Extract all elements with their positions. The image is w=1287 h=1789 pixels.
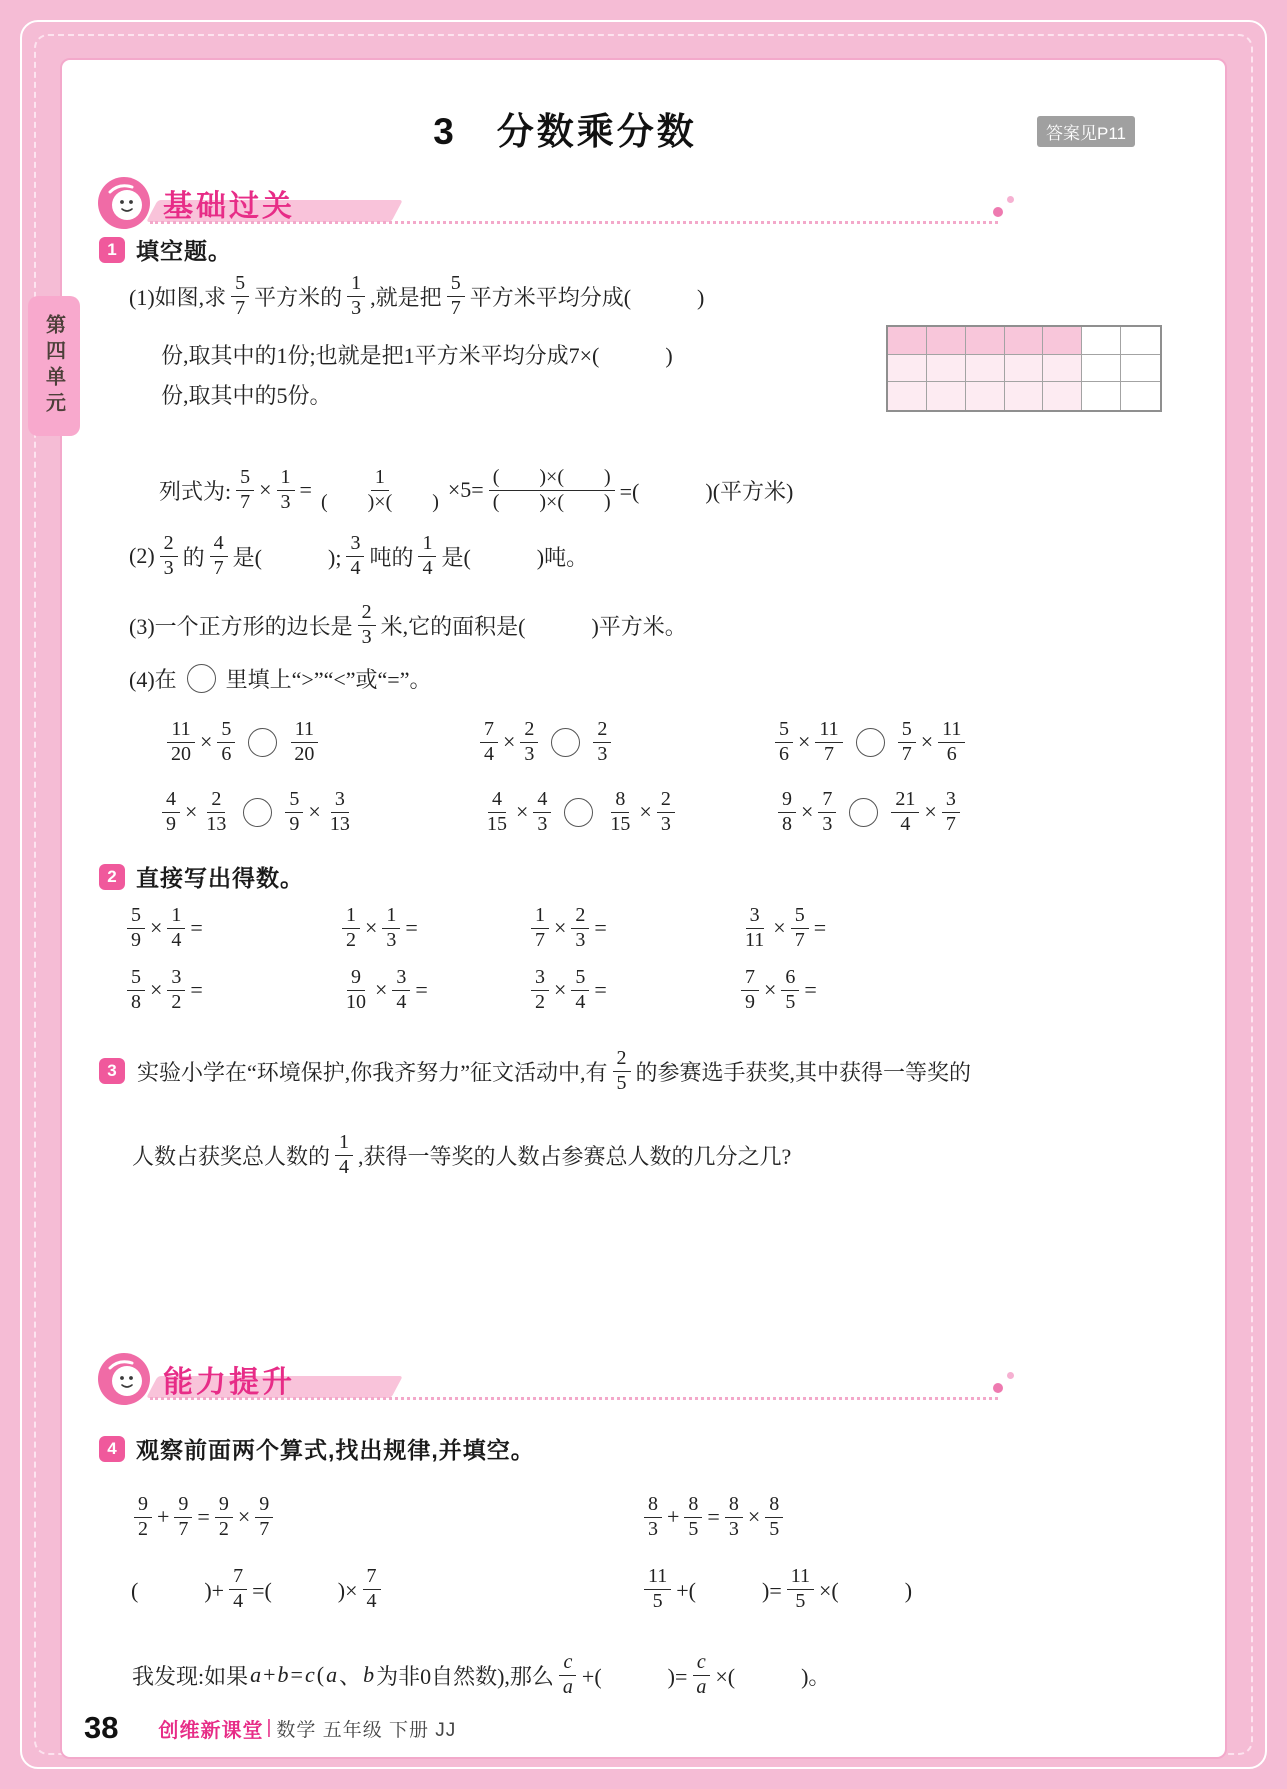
math-text: × <box>920 729 934 754</box>
question-number-badge: 1 <box>99 237 125 263</box>
math-text: × <box>801 799 814 824</box>
compare-item <box>774 780 964 844</box>
fraction: $\frac{3}{7}$ <box>942 788 960 836</box>
math-text: 份,取其中的5份。 <box>161 382 332 408</box>
fraction: $\frac{c}{a}$ <box>692 1651 710 1699</box>
math-line <box>160 334 674 374</box>
fraction: $\frac{5}{4}$ <box>571 966 589 1014</box>
divider-dot <box>1007 1372 1014 1379</box>
math-text: = <box>299 477 312 502</box>
math-variable: c <box>304 1662 315 1687</box>
math-text: ,就是把 <box>370 284 442 310</box>
math-text: × <box>259 477 272 502</box>
page-title: 3 分数乘分数 <box>433 111 697 152</box>
fraction: $\frac{9}{7}$ <box>174 1493 192 1541</box>
math-text: = <box>197 1504 210 1529</box>
math-text: 米,它的面积是( )平方米。 <box>380 613 687 639</box>
question-number-badge: 4 <box>99 1436 125 1462</box>
math-text: =( )(平方米) <box>619 478 794 504</box>
math-text: =( )× <box>252 1577 358 1603</box>
math-text: ( )+ <box>131 1577 225 1603</box>
grid-cell <box>888 327 927 355</box>
fraction: $\frac{3}{2}$ <box>531 966 549 1014</box>
answer-circle <box>856 728 885 757</box>
page-number: 38 <box>84 1710 119 1745</box>
fraction: $\frac{2}{3}$ <box>571 904 589 952</box>
question-label: 观察前面两个算式,找出规律,并填空。 <box>136 1437 535 1463</box>
fraction: $\frac{5}{6}$ <box>775 718 793 766</box>
math-text: (3)一个正方形的边长是 <box>129 613 353 639</box>
math-text: 为非0自然数),那么 <box>376 1663 554 1689</box>
question-2-header <box>99 860 304 893</box>
fraction: $\frac{11}{20}$ <box>167 718 195 766</box>
math-text: = <box>290 1662 303 1687</box>
math-text: × <box>237 1504 251 1529</box>
math-text: × <box>639 799 652 824</box>
math-text: = <box>190 977 203 1002</box>
math-text: × <box>185 799 198 824</box>
answer-circle <box>564 798 593 827</box>
fraction: $\frac{5}{7}$ <box>898 718 916 766</box>
dotted-divider <box>150 1397 998 1400</box>
math-text: 实验小学在“环境保护,你我齐努力”征文活动中,有 <box>137 1059 608 1085</box>
math-text: × <box>365 915 378 940</box>
grid-cell <box>1121 355 1160 383</box>
fraction: $\frac{8}{5}$ <box>765 1493 783 1541</box>
math-text: × <box>516 799 529 824</box>
math-text: × <box>554 977 567 1002</box>
math-text: 的 <box>182 544 205 570</box>
answer-circle <box>243 798 272 827</box>
fraction-grid-diagram <box>886 325 1162 412</box>
math-text: = <box>707 1504 720 1529</box>
answer-circle <box>551 728 580 757</box>
compare-item <box>163 710 322 774</box>
fraction: $\frac{8}{3}$ <box>644 1493 662 1541</box>
fraction: $\frac{11}{5}$ <box>787 1565 814 1613</box>
grid-cell <box>888 382 927 410</box>
grid-cell <box>888 355 927 383</box>
fraction: $\frac{8}{5}$ <box>684 1493 702 1541</box>
fraction: $\frac{9}{2}$ <box>134 1493 152 1541</box>
discovery-line <box>131 1642 831 1708</box>
section-header-advanced: 能力提升 <box>163 1366 295 1399</box>
fraction: $\frac{5}{7}$ <box>236 466 254 514</box>
fraction: $\frac{8}{15}$ <box>610 787 631 835</box>
compare-item <box>158 780 358 844</box>
math-text: × <box>308 799 321 824</box>
grid-cell <box>1082 327 1121 355</box>
math-text: = <box>190 915 203 940</box>
fraction: $\frac{9}{10}$ <box>346 965 366 1013</box>
page-footer <box>84 1710 456 1746</box>
fraction: $\frac{c}{a}$ <box>559 1651 577 1699</box>
grid-cell <box>1082 382 1121 410</box>
pattern-equation <box>640 1556 913 1622</box>
question-3-line1 <box>99 1036 972 1106</box>
divider-dot <box>993 207 1003 217</box>
footer-divider: | <box>266 1717 272 1738</box>
math-text: × <box>747 1504 761 1529</box>
math-text: = <box>415 977 428 1002</box>
fraction: $\frac{3}{11}$ <box>745 903 765 951</box>
math-variable: a <box>250 1662 262 1687</box>
grid-cell <box>1121 382 1160 410</box>
fraction: $\frac{1}{4}$ <box>167 904 185 952</box>
math-line <box>128 592 688 658</box>
grid-cell <box>1005 355 1044 383</box>
fraction: $\frac{1}{4}$ <box>418 532 436 580</box>
math-variable: b <box>277 1662 289 1687</box>
fraction: $\frac{7}{4}$ <box>229 1565 247 1613</box>
divider-dot <box>993 1383 1003 1393</box>
math-line <box>136 1047 972 1095</box>
fraction: $\frac{1}{3}$ <box>347 272 365 320</box>
fraction: $\frac{5}{8}$ <box>127 966 145 1014</box>
grid-cell <box>1005 382 1044 410</box>
dotted-divider <box>150 221 998 224</box>
math-text: 份,取其中的1份;也就是把1平方米平均分成7×( ) <box>161 342 673 368</box>
calc-item <box>527 959 608 1021</box>
math-text: 我发现:如果 <box>132 1663 249 1689</box>
math-text: 里填上“>”“<”或“=”。 <box>225 666 432 692</box>
math-text: × <box>554 915 567 940</box>
pattern-equation <box>640 1484 787 1550</box>
fraction: $\frac{8}{3}$ <box>725 1493 743 1541</box>
math-text: ( <box>316 1662 325 1687</box>
fraction: $\frac{4}{9}$ <box>162 788 180 836</box>
math-text: (1)如图,求 <box>129 284 227 310</box>
fraction: $\frac{2}{3}$ <box>520 718 538 766</box>
pattern-equation <box>130 1484 277 1550</box>
math-text: +( )= <box>676 1577 782 1603</box>
math-text: = <box>405 915 418 940</box>
fraction: $\frac{4}{15}$ <box>487 787 507 835</box>
math-text: ×( ) <box>819 1577 913 1603</box>
fraction: $\frac{5}{6}$ <box>217 718 235 766</box>
brand-name: 创维新课堂 <box>158 1719 264 1742</box>
compare-item <box>476 710 615 774</box>
math-text: × <box>150 977 163 1002</box>
answer-circle <box>187 664 216 693</box>
math-text: × <box>375 977 388 1002</box>
fraction: $\frac{2}{13}$ <box>206 787 227 835</box>
section-header-basic: 基础过关 <box>163 190 295 223</box>
grid-cell <box>927 355 966 383</box>
math-text: +( )= <box>581 1663 688 1689</box>
fraction: $\frac{1}{7}$ <box>531 904 549 952</box>
question-label: 直接写出得数。 <box>136 865 304 891</box>
question-1-header <box>99 233 232 266</box>
calc-item <box>123 959 204 1021</box>
math-text: × <box>764 977 777 1002</box>
math-line <box>128 522 589 590</box>
footer-info: 数学 五年级 下册 JJ <box>276 1719 457 1741</box>
fraction: $\frac{3}{13}$ <box>329 787 350 835</box>
math-line <box>160 374 333 414</box>
calc-item <box>527 897 608 959</box>
math-text: 、 <box>339 1663 362 1689</box>
fraction: $\frac{5}{7}$ <box>791 904 809 952</box>
math-variable: b <box>363 1662 375 1687</box>
math-text: = <box>594 915 607 940</box>
math-text: + <box>157 1504 170 1529</box>
pattern-equation <box>130 1556 385 1622</box>
fraction: $\frac{2}{3}$ <box>358 601 376 649</box>
fraction: $\frac{5}{7}$ <box>231 272 249 320</box>
answer-circle <box>248 728 277 757</box>
calc-item <box>338 897 419 959</box>
grid-cell <box>927 327 966 355</box>
fraction: $\frac{11}{5}$ <box>644 1565 671 1613</box>
math-line <box>128 264 705 328</box>
grid-cell <box>1043 355 1082 383</box>
grid-cell <box>1121 327 1160 355</box>
fraction: $\frac{3}{2}$ <box>167 966 185 1014</box>
calc-item <box>338 959 429 1021</box>
fraction: $\frac{1}{4}$ <box>335 1131 353 1179</box>
math-line <box>128 657 432 699</box>
fraction: $\frac{2}{5}$ <box>613 1047 631 1095</box>
grid-cell <box>1005 327 1044 355</box>
answer-reference-badge: 答案见P11 <box>1037 116 1135 147</box>
question-4-header <box>99 1432 535 1465</box>
grid-cell <box>1082 355 1121 383</box>
mascot-icon <box>97 176 151 230</box>
math-text: 是( )吨。 <box>441 544 589 570</box>
fraction: $\frac{4}{7}$ <box>210 532 228 580</box>
math-text: + <box>263 1662 276 1687</box>
fraction: $\frac{7}{9}$ <box>741 966 759 1014</box>
fraction: $\frac{11}{6}$ <box>938 718 965 766</box>
calc-item <box>737 959 818 1021</box>
fraction: $\frac{6}{5}$ <box>781 966 799 1014</box>
fraction: $\frac{5}{7}$ <box>447 272 465 320</box>
grid-cell <box>1043 382 1082 410</box>
fraction: $\frac{7}{4}$ <box>363 1565 381 1613</box>
fraction: $\frac{21}{4}$ <box>891 788 919 836</box>
fraction: $\frac{3}{4}$ <box>346 532 364 580</box>
fraction: $\frac{5}{9}$ <box>127 904 145 952</box>
grid-cell <box>966 355 1005 383</box>
math-text: ,获得一等奖的人数占参赛总人数的几分之几? <box>358 1143 792 1169</box>
fraction: $\frac{7}{3}$ <box>818 788 836 836</box>
math-text: (4)在 <box>129 666 177 692</box>
fraction: $\frac{11}{20}$ <box>290 718 318 766</box>
math-text: 列式为: <box>159 478 232 504</box>
calc-item <box>737 897 827 959</box>
fraction: $\frac{11}{7}$ <box>815 718 842 766</box>
compare-item <box>771 710 969 774</box>
grid-cell <box>927 382 966 410</box>
math-text: 平方米的 <box>254 284 343 310</box>
fraction: $\frac{4}{3}$ <box>533 788 551 836</box>
fraction: $\frac{2}{3}$ <box>657 788 675 836</box>
math-text: 吨的 <box>369 544 414 570</box>
math-text: ×5= <box>447 477 484 502</box>
fraction: $\frac{7}{4}$ <box>480 718 498 766</box>
question-number-badge: 2 <box>99 864 125 890</box>
grid-cell <box>966 327 1005 355</box>
grid-cell <box>966 382 1005 410</box>
math-text: 的参赛选手获奖,其中获得一等奖的 <box>635 1059 972 1085</box>
math-text: × <box>150 915 163 940</box>
divider-dot <box>1007 196 1014 203</box>
fraction: $\frac{2}{3}$ <box>160 532 178 580</box>
grid-cell <box>1043 327 1082 355</box>
fraction: $\frac{1}{2}$ <box>342 904 360 952</box>
fraction: $\frac{1}{3}$ <box>382 904 400 952</box>
math-text: × <box>798 729 811 754</box>
fraction: $\frac{2}{3}$ <box>593 718 611 766</box>
calc-item <box>123 897 204 959</box>
question-label: 填空题。 <box>136 238 232 264</box>
fraction: $\frac{3}{4}$ <box>392 966 410 1014</box>
mascot-icon <box>97 1352 151 1406</box>
fraction: $\frac{9}{8}$ <box>778 788 796 836</box>
math-text: + <box>667 1504 680 1529</box>
math-variable: a <box>326 1662 338 1687</box>
math-text: ×( )。 <box>715 1663 831 1689</box>
math-text: × <box>773 915 786 940</box>
unit-tab: 第四单元 <box>28 296 80 436</box>
fraction: $\frac{( )\times( )}{( )\times( )}$ <box>489 466 615 514</box>
math-text: × <box>503 729 516 754</box>
math-text: 平方米平均分成( ) <box>469 284 705 310</box>
fraction: $\frac{1}{3}$ <box>277 466 295 514</box>
answer-circle <box>849 798 878 827</box>
math-text: 是( ); <box>232 544 342 570</box>
math-text: 人数占获奖总人数的 <box>132 1143 331 1169</box>
fraction: $\frac{9}{2}$ <box>215 1493 233 1541</box>
math-text: × <box>200 729 213 754</box>
math-text: = <box>813 915 827 940</box>
question-3-line2 <box>131 1120 792 1190</box>
math-text: (2) <box>129 543 155 568</box>
question-number-badge: 3 <box>99 1058 125 1084</box>
math-text: = <box>594 977 607 1002</box>
math-text: = <box>804 977 817 1002</box>
fraction: $\frac{9}{7}$ <box>255 1493 273 1541</box>
fraction: $\frac{5}{9}$ <box>285 788 303 836</box>
fraction: $\frac{1}{( )\times( )}$ <box>320 465 439 513</box>
compare-item <box>479 780 679 844</box>
math-line <box>158 450 794 530</box>
math-text: × <box>924 799 937 824</box>
